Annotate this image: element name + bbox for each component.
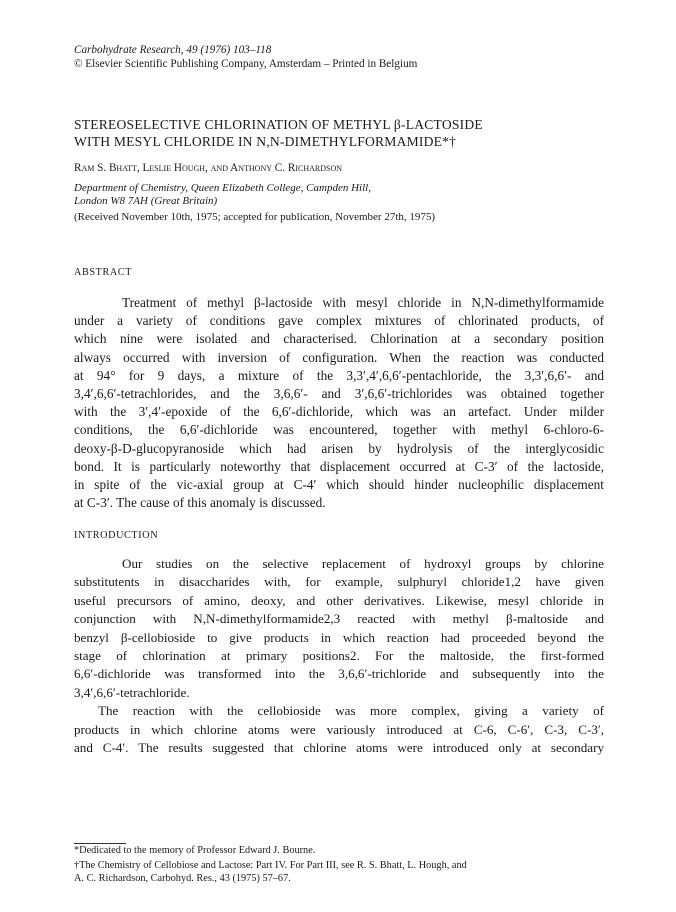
- footnote-dedication: *Dedicated to the memory of Professor Edward J. Bourne.: [74, 845, 316, 856]
- abstract-line: at C-3′. The cause of this anomaly is discussed.: [74, 495, 326, 511]
- abstract-line: at 94° for 9 days, a mixture of the 3,3′,4′,6,6′-pentachloride, the 3,3′,6,6′- and: [74, 367, 604, 383]
- abstract-line: deoxy-β-D-glucopyranoside which had arisen by hydrolysis of the interglycosidic: [74, 440, 604, 456]
- intro-line: stage of chlorination at primary positions2. For the maltoside, the first-formed: [74, 648, 604, 664]
- intro-line: substitutents in disaccharides with, for example, sulphuryl chloride1,2 have given: [74, 574, 604, 590]
- intro-line: conjunction with N,N-dimethylformamide2,3 reacted with methyl β-maltoside and: [74, 611, 604, 627]
- title-line: STEREOSELECTIVE CHLORINATION OF METHYL β-LACTOSIDE: [74, 117, 483, 132]
- abstract-line: under a variety of conditions gave complex mixtures of chlorinated products, of: [74, 313, 604, 329]
- intro-line: 3,4′,6,6′-tetrachloride.: [74, 684, 190, 700]
- title-line: WITH MESYL CHLORIDE IN N,N-DIMETHYLFORMAMIDE*†: [74, 134, 457, 149]
- introduction-body: [74, 555, 604, 757]
- publisher-line: © Elsevier Scientific Publishing Company, Amsterdam – Printed in Belgium: [74, 58, 418, 70]
- abstract-line: bond. It is particularly noteworthy that displacement occurred at C-3′ of the lactoside,: [74, 458, 604, 474]
- intro-line: useful precursors of amino, deoxy, and other derivatives. Likewise, mesyl chloride in: [74, 592, 604, 608]
- footnote-rule: [74, 843, 126, 844]
- abstract-heading: ABSTRACT: [74, 267, 133, 278]
- intro-line: products in which chlorine atoms were variously introduced at C-6, C-6′, C-3, C-3′,: [74, 721, 604, 737]
- introduction-heading: INTRODUCTION: [74, 530, 159, 541]
- abstract-line: conditions, the 6,6′-dichloride was encountered, together with methyl 6-chloro-6-: [74, 422, 604, 438]
- footnote-series: †The Chemistry of Cellobiose and Lactose: Part IV. For Part III, see R. S. Bhatt, L. Hough, and: [74, 860, 467, 871]
- affiliation-line: London W8 7AH (Great Britain): [74, 195, 218, 207]
- abstract-body: [74, 294, 604, 512]
- intro-line: Our studies on the selective replacement of hydroxyl groups by chlorine: [122, 556, 604, 571]
- intro-line: 6,6′-dichloride was transformed into the 3,6,6′-trichloride and subsequently into the: [74, 666, 604, 682]
- journal-citation: Carbohydrate Research, 49 (1976) 103–118: [74, 44, 272, 56]
- article-title: [74, 116, 614, 150]
- abstract-line: always occurred with inversion of configuration. When the reaction was conducted: [74, 349, 604, 365]
- abstract-line: in spite of the vic-axial group at C-4′ which should hinder nucleophilic displacement: [74, 477, 604, 493]
- intro-line: benzyl β-cellobioside to give products in which reaction had proceeded beyond the: [74, 629, 604, 645]
- intro-line: The reaction with the cellobioside was more complex, giving a variety of: [98, 703, 604, 719]
- abstract-line: 3,4′,6,6′-tetrachlorides, and the 3,6,6′- and 3′,6,6′-trichlorides was obtained together: [74, 386, 604, 402]
- affiliation-line: Department of Chemistry, Queen Elizabeth College, Campden Hill,: [74, 182, 371, 194]
- footnote-series-cont: A. C. Richardson, Carbohyd. Res., 43 (1975) 57–67.: [74, 873, 291, 884]
- abstract-line: which nine were isolated and characterised. Chlorination at a secondary position: [74, 331, 604, 347]
- received-dates: (Received November 10th, 1975; accepted for publication, November 27th, 1975): [74, 211, 436, 223]
- affiliation: [74, 182, 371, 208]
- abstract-line: Treatment of methyl β-lactoside with mesyl chloride in N,N-dimethylformamide: [122, 295, 604, 310]
- author-list: Ram S. Bhatt, Leslie Hough, and Anthony C. Richardson: [74, 162, 342, 174]
- abstract-line: with the 3′,4′-epoxide of the 6,6′-dichloride, which was an artefact. Under milder: [74, 404, 604, 420]
- intro-line: and C-4′. The results suggested that chlorine atoms were introduced only at secondary: [74, 740, 604, 756]
